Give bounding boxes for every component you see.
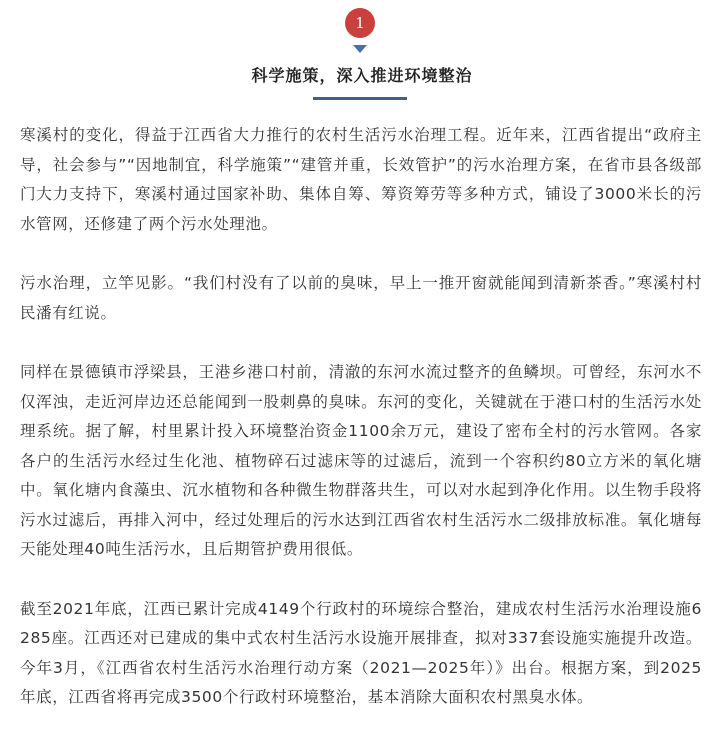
- triangle-down-icon: [353, 45, 367, 53]
- section-number-badge: 1: [345, 8, 375, 38]
- article-body: [20, 121, 702, 713]
- section-title: 科学施策，深入推进环境整治: [251, 66, 473, 85]
- section-header: [0, 0, 724, 102]
- paragraph: 截至2021年底，江西已累计完成4149个行政村的环境综合整治，建成农村生活污水治理设施6285座。江西还对已建成的集中式农村生活污水设施开展排查，拟对337套设施实施提升改造。今年3月，《江西省农村生活污水治理行动方案（2021—2025年）》出台。根据方案，到2025年底，江西省将再完成3500个行政村环境整治，基本消除大面积农村黑臭水体。: [20, 599, 702, 706]
- paragraph: 污水治理，立竿见影。“我们村没有了以前的臭味，早上一推开窗就能闻到清新茶香。”寒溪村村民潘有红说。: [20, 274, 702, 322]
- paragraph: 同样在景德镇市浮梁县，王港乡港口村前，清澈的东河水流过整齐的鱼鳞坝。可曾经，东河水不仅浑浊，走近河岸边还总能闻到一股刺鼻的臭味。东河的变化，关键就在于港口村的生活污水处理系统。据了解，村里累计投入环境整治资金1100余万元，建设了密布全村的污水管网。各家各户的生活污水经过生化池、植物碎石过滤床等的过滤后，流到一个容积约80立方米的氧化塘中。氧化塘内食藻虫、沉水植物和各种微生物群落共生，可以对水起到净化作用。以生物手段将污水过滤后，再排入河中，经过处理后的污水达到江西省农村生活污水二级排放标准。氧化塘每天能处理40吨生活污水，且后期管护费用很低。: [20, 363, 702, 558]
- title-underline: [313, 97, 407, 100]
- paragraph: 寒溪村的变化，得益于江西省大力推行的农村生活污水治理工程。近年来，江西省提出“政府主导，社会参与”“因地制宜，科学施策”“建管并重，长效管护”的污水治理方案，在省市县各级部门大力支持下，寒溪村通过国家补助、集体自筹、筹资筹劳等多种方式，铺设了3000米长的污水管网，还修建了两个污水处理池。: [20, 126, 702, 233]
